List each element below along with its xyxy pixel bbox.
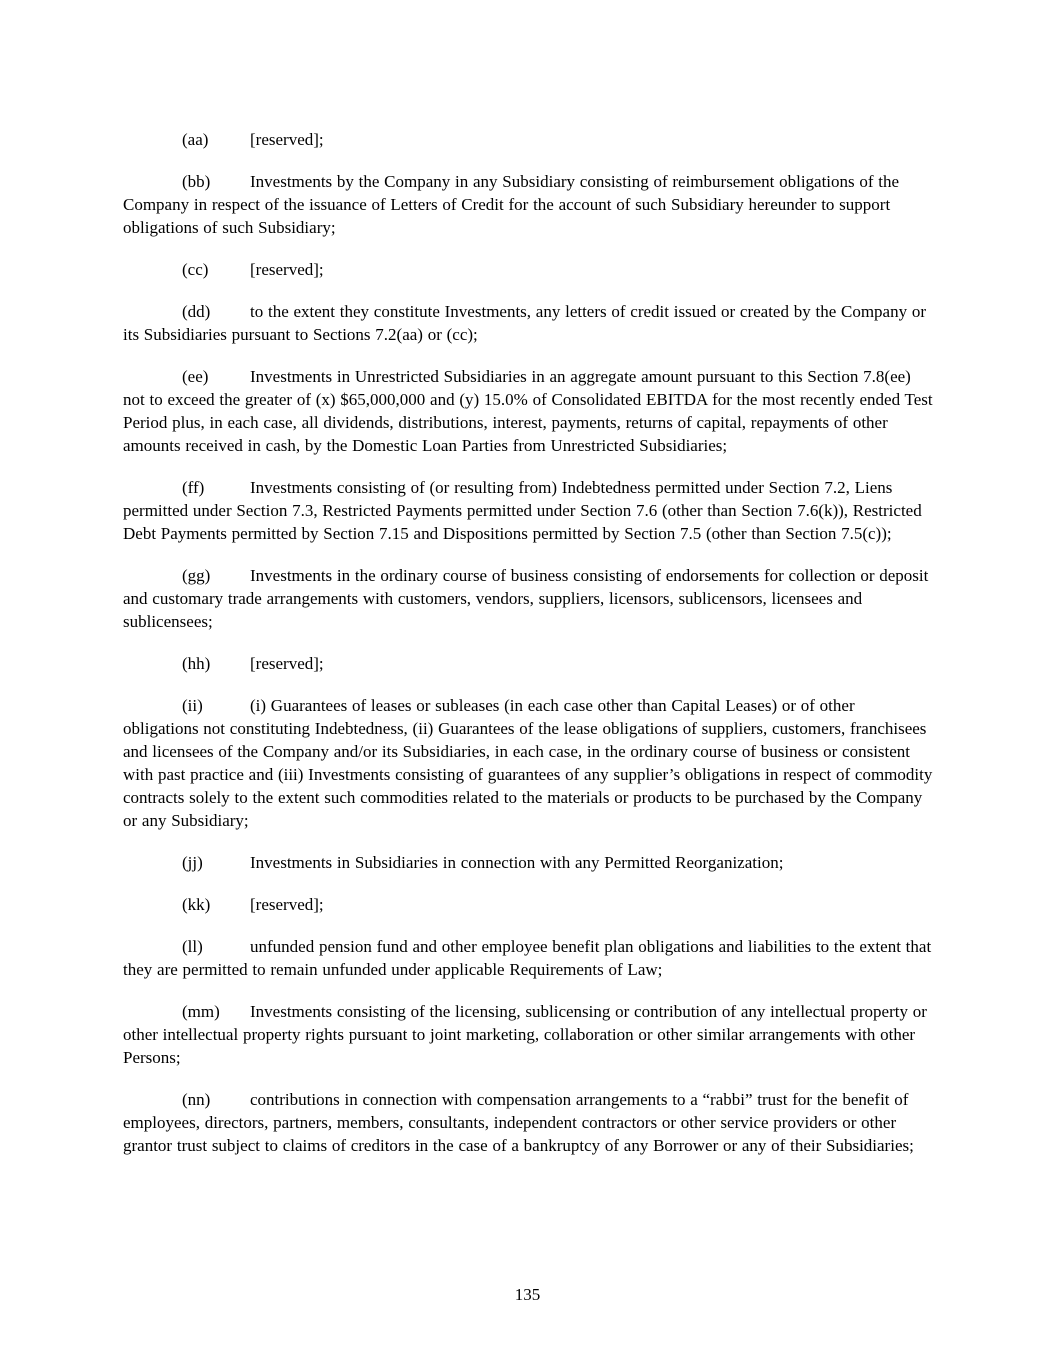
paragraph-gg bbox=[123, 564, 933, 633]
paragraph-text: Investments in Unrestricted Subsidiaries in an aggregate amount pursuant to this Section 7.8(ee) not to exceed the greater of (x) $65,000,000 and (y) 15.0% of Consolidated EBITDA for the most recently ended Test Period plus, in each case, all dividends, distributions, interest, payments, returns of capital, repayments of other amounts received in cash, by the Domestic Loan Parties from Unrestricted Subsidiaries; bbox=[123, 367, 933, 455]
paragraph-cc bbox=[123, 258, 933, 281]
paragraph-text: Investments in Subsidiaries in connection with any Permitted Reorganization; bbox=[250, 853, 784, 872]
paragraph-ff bbox=[123, 476, 933, 545]
paragraph-label: (mm) bbox=[182, 1002, 220, 1021]
paragraph-label: (gg) bbox=[182, 566, 211, 585]
paragraph-nn bbox=[123, 1088, 933, 1157]
paragraph-text: [reserved]; bbox=[250, 130, 324, 149]
paragraph-text: unfunded pension fund and other employee benefit plan obligations and liabilities to the extent that they are permitted to remain unfunded under applicable Requirements of Law; bbox=[123, 937, 932, 979]
paragraph-text: Investments by the Company in any Subsidiary consisting of reimbursement obligations of the Company in respect of the issuance of Letters of Credit for the account of such Subsidiary hereunder to support obligations of such Subsidiary; bbox=[123, 172, 900, 237]
paragraph-text: [reserved]; bbox=[250, 260, 324, 279]
paragraph-label: (kk) bbox=[182, 895, 211, 914]
paragraph-text: (i) Guarantees of leases or subleases (in each case other than Capital Leases) or of other obligations not constituting Indebtedness, (ii) Guarantees of the lease obligations of suppliers, customers, franchisees and licensees of the Company and/or its Subsidiaries, in each case, in the ordinary course of business or consistent with past practice and (iii) Investments consisting of guarantees of any supplier’s obligations in respect of commodity contracts solely to the extent such commodities related to the materials or products to be purchased by the Company or any Subsidiary; bbox=[123, 696, 933, 830]
document-body bbox=[123, 128, 933, 1176]
paragraph-jj bbox=[123, 851, 933, 874]
paragraph-label: (ll) bbox=[182, 937, 203, 956]
paragraph-mm bbox=[123, 1000, 933, 1069]
paragraph-label: (dd) bbox=[182, 302, 211, 321]
paragraph-text: Investments consisting of the licensing, sublicensing or contribution of any intellectual property or other intellectual property rights pursuant to joint marketing, collaboration or other similar arrangements with other Persons; bbox=[123, 1002, 927, 1067]
page-number: 135 bbox=[514, 1285, 541, 1304]
paragraph-label: (ff) bbox=[182, 478, 205, 497]
paragraph-ll bbox=[123, 935, 933, 981]
paragraph-text: Investments in the ordinary course of business consisting of endorsements for collection or deposit and customary trade arrangements with customers, vendors, suppliers, licensors, sublicensors, licensees and sublicensees; bbox=[123, 566, 929, 631]
paragraph-ii bbox=[123, 694, 933, 832]
paragraph-text: Investments consisting of (or resulting from) Indebtedness permitted under Section 7.2, Liens permitted under Section 7.3, Restricted Payments permitted under Section 7.6 (other than Section 7.6(k)), Restricted Debt Payments permitted by Section 7.15 and Dispositions permitted by Section 7.5 (other than Section 7.5(c)); bbox=[123, 478, 922, 543]
paragraph-bb bbox=[123, 170, 933, 239]
paragraph-label: (jj) bbox=[182, 853, 203, 872]
paragraph-label: (bb) bbox=[182, 172, 211, 191]
paragraph-kk bbox=[123, 893, 933, 916]
paragraph-text: [reserved]; bbox=[250, 654, 324, 673]
paragraph-aa bbox=[123, 128, 933, 151]
paragraph-hh bbox=[123, 652, 933, 675]
paragraph-text: [reserved]; bbox=[250, 895, 324, 914]
paragraph-label: (hh) bbox=[182, 654, 211, 673]
paragraph-text: contributions in connection with compensation arrangements to a “rabbi” trust for the benefit of employees, directors, partners, members, consultants, independent contractors or other service providers or other grantor trust subject to claims of creditors in the case of a bankruptcy of any Borrower or any of their Subsidiaries; bbox=[123, 1090, 914, 1155]
paragraph-label: (nn) bbox=[182, 1090, 211, 1109]
paragraph-label: (ii) bbox=[182, 696, 203, 715]
paragraph-label: (cc) bbox=[182, 260, 209, 279]
paragraph-text: to the extent they constitute Investments, any letters of credit issued or created by the Company or its Subsidiaries pursuant to Sections 7.2(aa) or (cc); bbox=[123, 302, 927, 344]
paragraph-label: (ee) bbox=[182, 367, 209, 386]
paragraph-ee bbox=[123, 365, 933, 457]
paragraph-label: (aa) bbox=[182, 130, 209, 149]
paragraph-dd bbox=[123, 300, 933, 346]
